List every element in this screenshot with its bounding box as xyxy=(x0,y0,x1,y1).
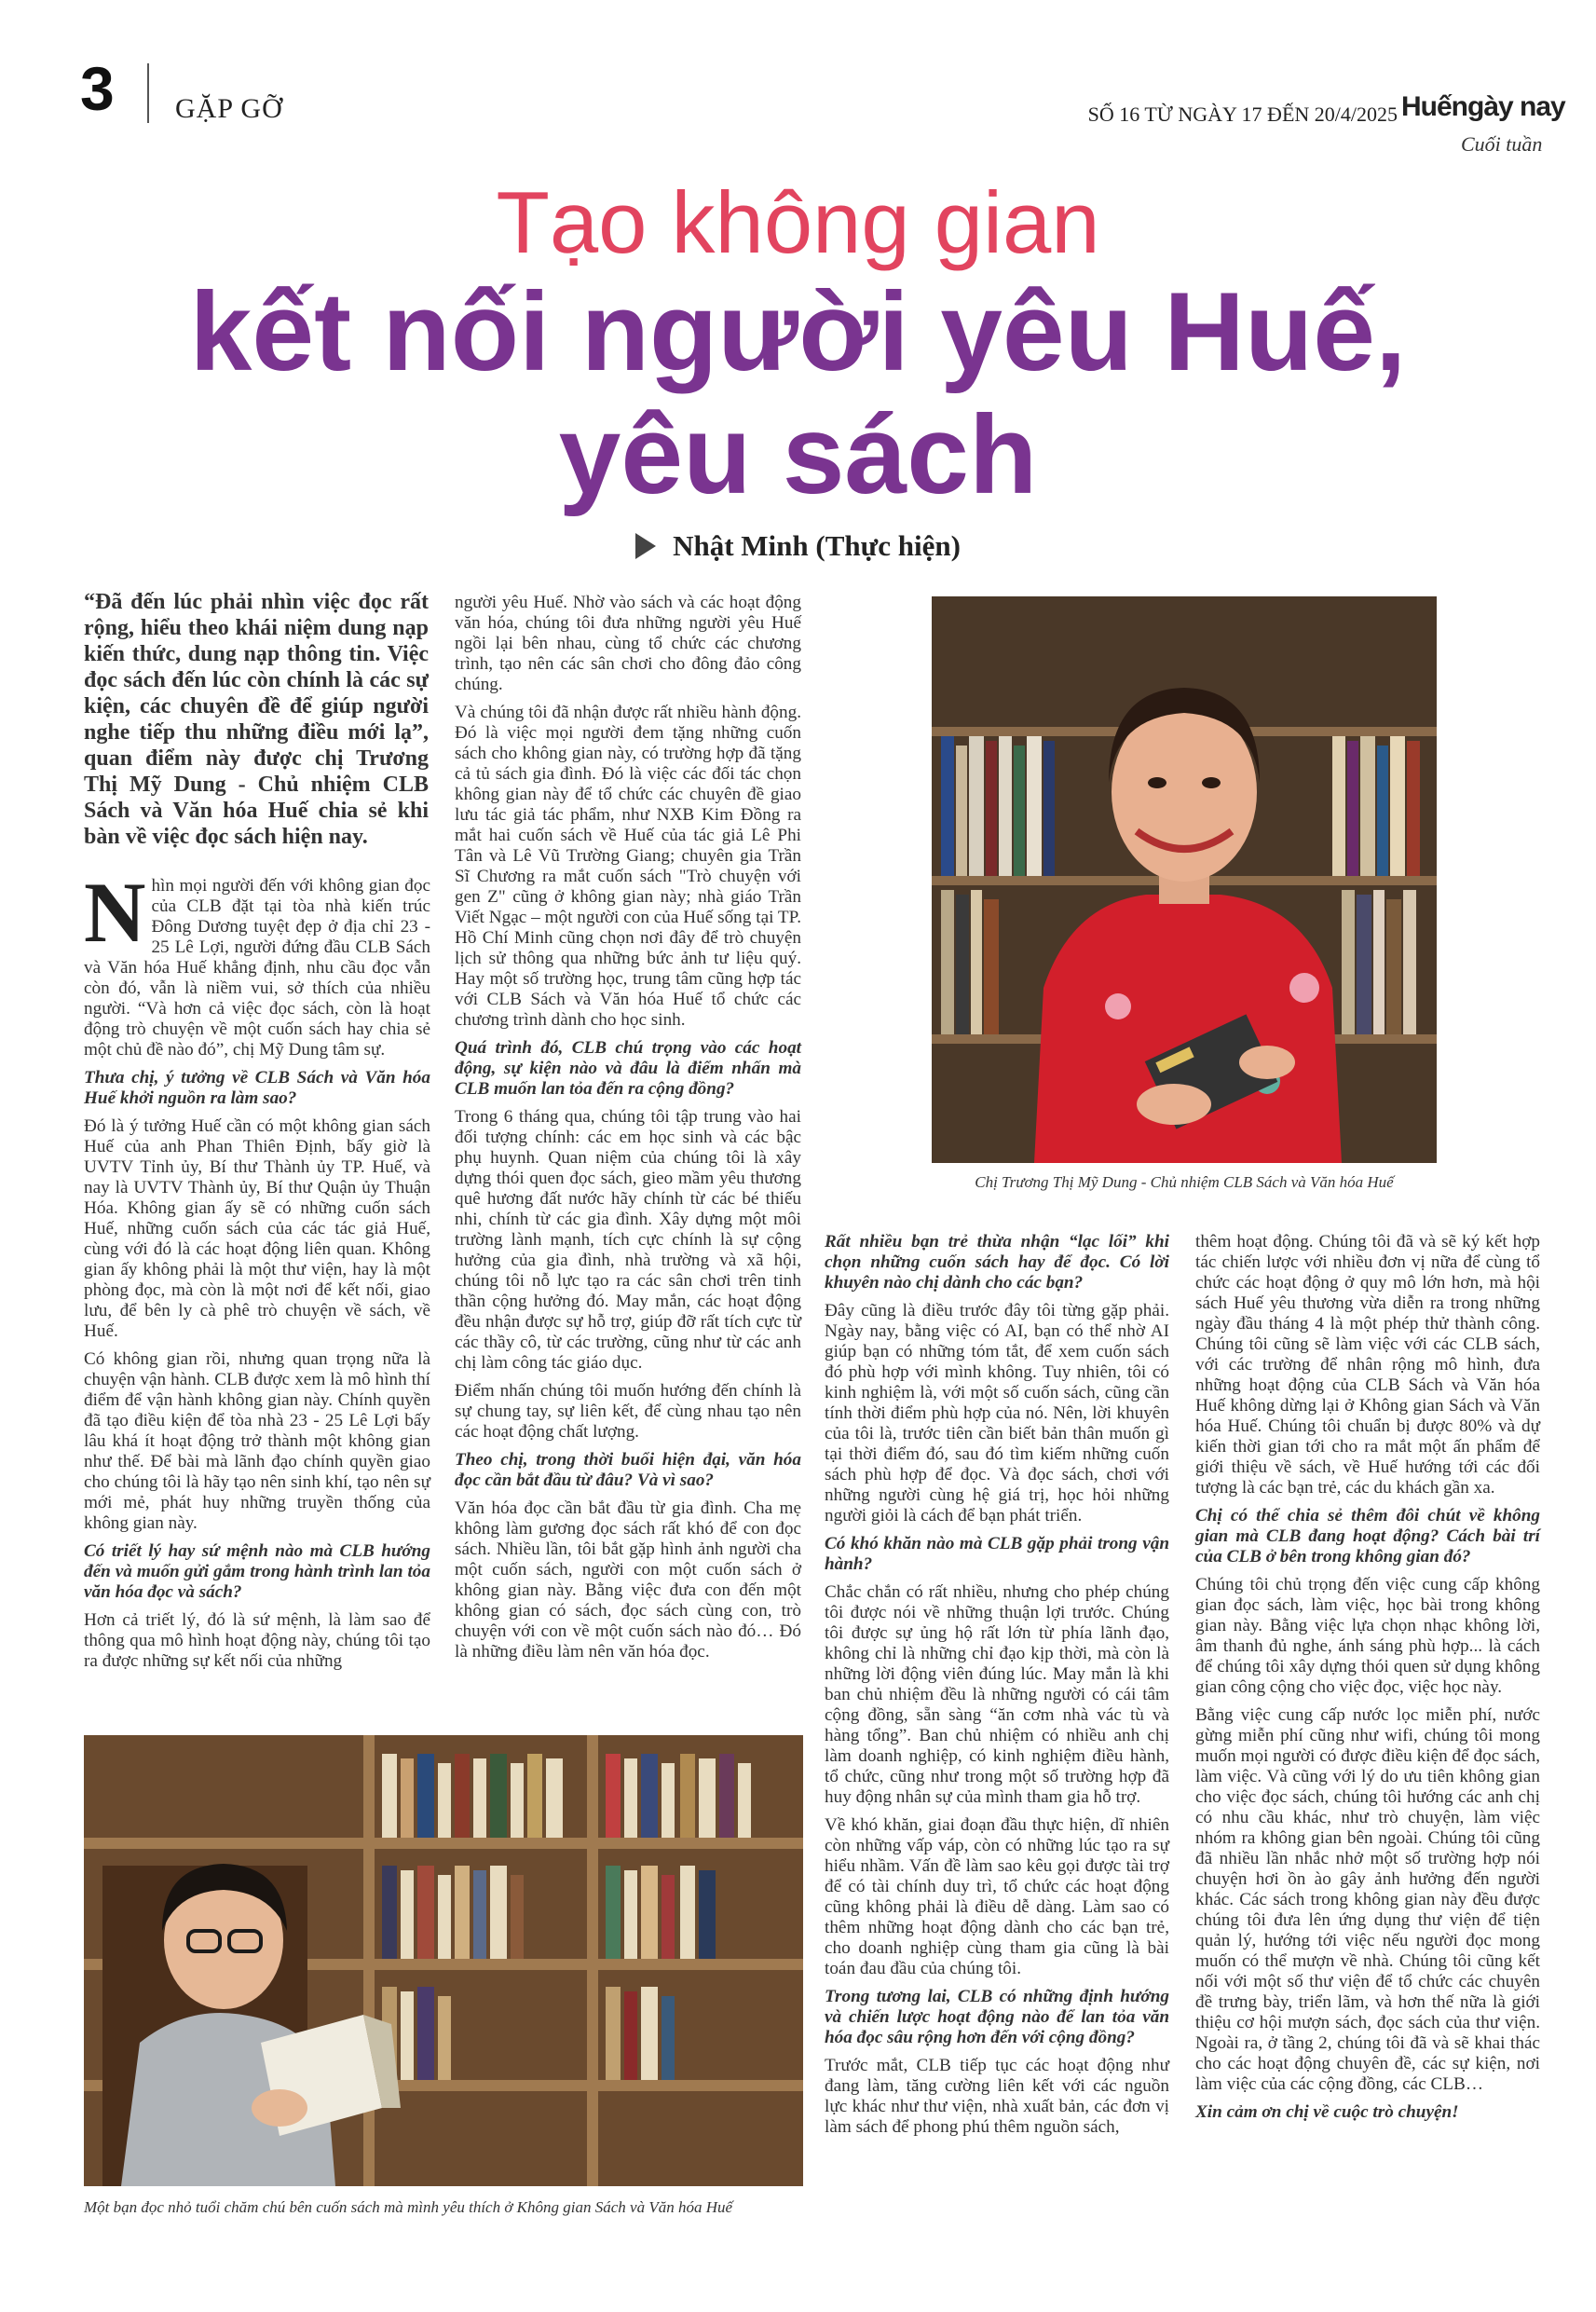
paragraph: Chúng tôi chủ trọng đến việc cung cấp không gian đọc sách, làm việc, học bài trong không gian này. Bằng việc lựa chọn nhạc không lời, âm thanh đủ nghe, ánh sáng phù hợp... là cách để chúng tôi xây dựng thói quen sử dụng không gian công cộng cho việc đọc, việc học này. xyxy=(1195,1575,1540,1697)
headline-line-3: yêu sách xyxy=(558,392,1038,517)
paragraph: Bằng việc cung cấp nước lọc miễn phí, nước gừng miễn phí cũng như wifi, chúng tôi mong muốn mọi người có được điều kiện để đọc sách, làm việc. Và cũng với lý do ưu tiên không gian cho việc đọc sách, chúng tôi hướng các anh chị có nhu cầu khác, như trò chuyện, làm việc nhóm ra không gian bên ngoài. Chúng tôi cũng đã nhiều lần nhắc nhở một số trường hợp nói chuyện hơi ồn ào gây ảnh hưởng đến người khác. Các sách trong không gian này đều được chúng tôi đưa lên ứng dụng thư viện để tiện quản lý, hướng tới việc nếu người đọc mong muốn có thể mượn về nhà. Chúng tôi cũng kết nối với một số thư viện để tổ chức các chuyên đề trưng bày, triển lãm, và hơn thế nữa là giới thiệu cơ hội mượn sách, đọc sách của thư viện. Ngoài ra, ở tầng 2, chúng tôi đã và sẽ khai thác cho các hoạt động chuyên đề, các sự kiện, nơi làm việc của các cộng đồng, các CLB… xyxy=(1195,1705,1540,2094)
paragraph: Trong 6 tháng qua, chúng tôi tập trung vào hai đối tượng chính: các em học sinh và các bậc phụ huynh. Quan niệm của chúng tôi là xây dựng thói quen đọc sách, gieo mầm yêu thương quê hương đất nước hãy chính từ các bé thiếu nhi, chính từ các gia đình. Xây dựng một môi trường lành mạnh, tích cực chính là sự cộng hưởng của gia đình, nhà trường và xã hội, chúng tôi nỗ lực tạo ra các sân chơi trên tinh thần cộng hưởng đó. May mắn, các hoạt động đều nhận được sự hỗ trợ, giúp đỡ rất tích cực từ các thầy cô, từ các trường, cũng như từ các anh chị làm công tác giáo dục. xyxy=(455,1107,801,1373)
lead-paragraph: “Đã đến lúc phải nhìn việc đọc rất rộng, hiểu theo khái niệm dung nạp kiến thức, dung nạp thông tin. Việc đọc sách đến lúc còn chính là các sự kiện, các chuyên đề để giúp người nghe tiếp thu những điều mới lạ”, quan điểm này được chị Trương Thị Mỹ Dung - Chủ nhiệm CLB Sách và Văn hóa Huế chia sẻ khi bàn về việc đọc sách hiện nay. xyxy=(84,590,429,849)
interview-question: Theo chị, trong thời buổi hiện đại, văn hóa đọc cần bắt đầu từ đâu? Và vì sao? xyxy=(455,1450,801,1490)
boy-reading-photo xyxy=(84,1735,803,2186)
headline-line-2: kết nối người yêu Huế, xyxy=(189,269,1407,394)
drop-cap: N xyxy=(84,865,146,960)
paragraph: Về khó khăn, giai đoạn đầu thực hiện, dĩ nhiên còn những vấp váp, còn có những lúc tạo ra sự hiểu nhầm. Vấn đề làm sao kêu gọi được tài trợ để có tài chính duy trì, tổ chức các hoạt động cũng không phải là điều dễ dàng. Làm sao có thêm những hoạt động dành cho các bạn trẻ, cho doanh nghiệp cùng tham gia cũng là bài toán đau đầu của chúng tôi. xyxy=(825,1815,1169,1978)
closing-line: Xin cảm ơn chị về cuộc trò chuyện! xyxy=(1195,2102,1459,2122)
page-number: 3 xyxy=(80,54,115,123)
boy-reading-image xyxy=(84,1735,803,2186)
article-column-2 xyxy=(455,593,801,1670)
masthead-subtitle: Cuối tuần xyxy=(1461,132,1543,156)
section-label: GẶP GỠ xyxy=(175,93,283,124)
play-triangle-icon xyxy=(635,533,656,559)
paragraph: Đây cũng là điều trước đây tôi từng gặp phải. Ngày nay, bằng việc có AI, bạn có thể nhờ AI giúp bạn có những tóm tắt, để xem cuốn sách đó phù hợp với mình không. Tuy nhiên, tôi có kinh nghiệm là, với một số cuốn sách, cũng cần tính thời điểm phù hợp của nó. Nên, lời khuyên của tôi là, trước tiên cần biết bản thân muốn gì tại thời điểm đó, sau đó tìm kiếm những cuốn sách phù hợp để đọc. Và đọc sách, chơi với những người cùng hệ giá trị, học hỏi những người giỏi là cách để bạn phát triển. xyxy=(825,1301,1169,1525)
article-column-3 xyxy=(825,1232,1169,2145)
paragraph: Văn hóa đọc cần bắt đầu từ gia đình. Cha mẹ không làm gương đọc sách rất khó để con đọc sách. Nhiều lần, tôi bắt gặp hình ảnh người cha một cuốn sách, người con một cuốn sách ở không gian này. Bằng việc đưa con đến một không gian có sách, đọc sách cùng con, trò chuyện với con về một cuốn sách nào đó… Đó là những điều làm nên văn hóa đọc. xyxy=(455,1498,801,1662)
interview-question: Quá trình đó, CLB chú trọng vào các hoạt động, sự kiện nào và đâu là điểm nhấn mà CLB muốn lan tỏa đến ra cộng đồng? xyxy=(455,1038,801,1099)
paragraph: Chắc chắn có rất nhiều, nhưng cho phép chúng tôi được nói về những thuận lợi trước. Chúng tôi được sự ủng hộ rất lớn từ phía lãnh đạo, không chỉ là những chỉ đạo kịp thời, mà còn là những lời động viên đúng lúc. May mắn là khi ban chủ nhiệm đều là những người có cái tâm cộng đồng, sẵn sàng “ăn cơm nhà vác tù và hàng tổng”. Ban chủ nhiệm có nhiều anh chị làm doanh nghiệp, có kinh nghiệm điều hành, tổ chức, cũng như trong một số trường hợp đã huy động nhân sự của mình tham gia hỗ trợ. xyxy=(825,1582,1169,1807)
article-column-4 xyxy=(1195,1232,1540,2130)
article-column-1 xyxy=(84,865,430,1679)
interview-question: Có khó khăn nào mà CLB gặp phải trong vận hành? xyxy=(825,1534,1169,1574)
portrait-caption: Chị Trương Thị Mỹ Dung - Chủ nhiệm CLB Sách và Văn hóa Huế xyxy=(975,1173,1394,1191)
paragraph: Điểm nhấn chúng tôi muốn hướng đến chính là sự chung tay, sự liên kết, để cùng nhau tạo nên các hoạt động chất lượng. xyxy=(455,1381,801,1442)
paragraph: Hơn cả triết lý, đó là sứ mệnh, là làm sao để thông qua mô hình hoạt động này, chúng tôi tạo ra được những sự kết nối của những xyxy=(84,1610,430,1671)
portrait-image xyxy=(932,596,1437,1163)
interview-question: Chị có thể chia sẻ thêm đôi chút về không gian mà CLB đang hoạt động? Cách bài trí của CLB ở bên trong không gian đó? xyxy=(1195,1506,1540,1566)
interview-question: Trong tương lai, CLB có những định hướng và chiến lược hoạt động nào để lan tỏa văn hóa đọc sâu rộng hơn đến với cộng đồng? xyxy=(825,1987,1169,2047)
paragraph: thêm hoạt động. Chúng tôi đã và sẽ ký kết hợp tác chiến lược với nhiều đơn vị nữa để cùng tổ chức các hoạt động ở quy mô lớn hơn, mà hội sách Huế yêu thương vừa diễn ra trong những ngày đầu tháng 4 là một phép thử thành công. Chúng tôi cũng sẽ làm việc với các CLB sách, với các trường để nhân rộng mô hình, đưa những hoạt động của CLB Sách và Văn hóa Huế không dừng lại ở Không gian Sách và Văn hóa Huế. Chúng tôi chuẩn bị được 80% và dự kiến thời gian tới cho ra mắt một ấn phẩm để giới thiệu về sách, về Huế hướng tới các đối tượng là các bạn trẻ, các du khách gần xa. xyxy=(1195,1232,1540,1498)
interview-question: Rất nhiều bạn trẻ thừa nhận “lạc lối” khi chọn những cuốn sách hay để đọc. Có lời khuyên nào chị dành cho các bạn? xyxy=(825,1232,1169,1293)
issue-info: SỐ 16 TỪ NGÀY 17 ĐẾN 20/4/2025 xyxy=(1087,103,1398,126)
header-divider xyxy=(147,63,149,123)
interview-question: Thưa chị, ý tưởng về CLB Sách và Văn hóa Huế khởi nguồn ra làm sao? xyxy=(84,1068,430,1108)
paragraph: Có không gian rồi, nhưng quan trọng nữa là chuyện vận hành. CLB được xem là mô hình thí điểm để vận hành không gian này. Chính quyền đã tạo điều kiện để tòa nhà 23 - 25 Lê Lợi bấy lâu khá ít hoạt động trở thành một không gian như thế. Để bài mà lãnh đạo chính quyền giao cho chúng tôi là hãy tạo nên sinh khí, tạo nên sự mới mẻ, phát huy những truyền thống của không gian này. xyxy=(84,1349,430,1533)
byline xyxy=(0,529,1596,563)
paragraph: Đó là ý tưởng Huế cần có một không gian sách Huế của anh Phan Thiên Định, bấy giờ là UVTV Tỉnh ủy, Bí thư Thành ủy TP. Huế, và nay là UVTV Thành ủy, Bí thư Quận ủy Thuận Hóa. Không gian ấy sẽ có những cuốn sách Huế, những cuốn sách của các tác giả Huế, cùng với đó là các hoạt động liên quan. Không gian ấy không phải là một thư viện, hay là một phòng đọc, mà còn là một nơi để kết nối, giao lưu, để bên ly cà phê trò chuyện về sách, về Huế. xyxy=(84,1116,430,1341)
paragraph: Và chúng tôi đã nhận được rất nhiều hành động. Đó là việc mọi người đem tặng những cuốn sách cho không gian này, có trường hợp đã tặng cả tủ sách gia đình. Đó là việc các đối tác chọn không gian này để tổ chức các chuyên đề giao lưu tác giả tác phẩm, như NXB Kim Đồng ra mắt hai cuốn sách về Huế của tác giả Lê Phi Tân và Lê Vũ Trường Giang; chuyên gia Trần Sĩ Chương ra mắt cuốn sách "Trò chuyện với gen Z" cũng ở không gian này; nhà giáo Trần Viết Ngạc – một người con của Huế sống tại TP. Hồ Chí Minh cũng chọn nơi đây để trò chuyện lịch sử thông qua những bức ảnh tư liệu quý. Hay một số trường học, trung tâm cũng hợp tác với CLB Sách và Văn hóa Huế tổ chức các chương trình dành cho học sinh. xyxy=(455,703,801,1030)
headline-line-1: Tạo không gian xyxy=(496,173,1100,271)
boy-photo-caption: Một bạn đọc nhỏ tuổi chăm chú bên cuốn sách mà mình yêu thích ở Không gian Sách và Văn hóa Huế xyxy=(84,2198,733,2216)
masthead-logo: Huếngày nay xyxy=(1401,91,1565,122)
paragraph: Trước mắt, CLB tiếp tục các hoạt động như đang làm, tăng cường liên kết với các nguồn lực khác như thư viện, nhà xuất bản, các đơn vị làm sách để phong phú thêm nguồn sách, xyxy=(825,2056,1169,2137)
paragraph: hìn mọi người đến với không gian đọc của CLB đặt tại tòa nhà kiến trúc Đông Dương tuyệt đẹp ở địa chỉ 23 - 25 Lê Lợi, người đứng đầu CLB Sách và Văn hóa Huế khẳng định, nhu cầu đọc vẫn còn đó, vẫn là niềm vui, sở thích của nhiều người. “Và hơn cả việc đọc sách, còn là hoạt động trò chuyện về một cuốn sách hay chia sẻ một chủ đề nào đó”, chị Mỹ Dung tâm sự. xyxy=(84,876,430,1060)
paragraph: người yêu Huế. Nhờ vào sách và các hoạt động văn hóa, chúng tôi đưa những người yêu Huế ngồi lại bên nhau, cùng tổ chức các chương trình, tạo nên các sân chơi cho đông đảo công chúng. xyxy=(455,593,801,694)
interview-question: Có triết lý hay sứ mệnh nào mà CLB hướng đến và muốn gửi gắm trong hành trình lan tỏa văn hóa đọc và sách? xyxy=(84,1541,430,1602)
portrait-photo xyxy=(932,596,1437,1163)
byline-text: Nhật Minh (Thực hiện) xyxy=(673,529,961,562)
